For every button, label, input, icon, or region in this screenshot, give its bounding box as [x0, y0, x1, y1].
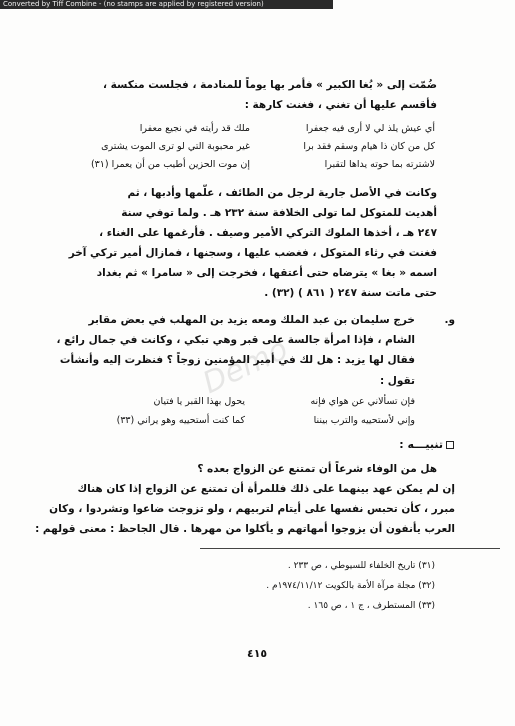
paragraph-line: فقال لها يزيد : هل لك في أمير المؤمنين زوجاً ؟ فنظرت إليه وأنشأت — [59, 354, 415, 366]
note-bullet — [446, 441, 454, 449]
paragraph-line: خرج سليمان بن عبد الملك ومعه يزيد بن المهلب في بعض مقابر — [88, 314, 415, 326]
paragraph-line: اسمه « بغا » يترضاه حتى أعتقها ، فخرجت إلى « سامرا » ثم بغداد — [96, 267, 437, 279]
verse-hemistich-left: كما كنت أستحييه وهو يراني (٣٣) — [116, 415, 245, 426]
note-line: العرب يأنفون أن يزوجوا أمهاتهم و يأكلوا من مهرها . قال الجاحظ : معنى قولهم : — [35, 523, 455, 535]
note-question: هل من الوفاء شرعاً أن تمتنع عن الزواج بعده ؟ — [197, 463, 437, 475]
intro-line: فأقسم عليها أن تغني ، فغنت كارهة : — [244, 99, 437, 111]
paragraph-line: فغنت في رثاء المتوكل ، فغضب عليها ، وسجنها ، فمازال أمير تركي آخر — [68, 247, 437, 259]
paragraph-line: الشام ، فإذا امرأة جالسة على قبر وهي تبكي ، وكانت في جمال رائع ، — [56, 334, 415, 346]
paragraph-line: ٢٤٧ هـ ، أخذها الملوك التركي الأمير وصيف . فأرغمها على الغناء ، — [99, 227, 437, 239]
verse-hemistich-right: كل من كان ذا هيام وسقم فقد برا — [303, 141, 435, 152]
verse-hemistich-right: أي عيش يلذ لي لا أرى فيه جعفرا — [305, 123, 435, 134]
paragraph-line: حتى ماتت سنة ٢٤٧ ( ٨٦١ ) (٣٢) . — [264, 287, 437, 299]
footnote: (٣٢) مجلة مرآة الأمة بالكويت ١٩٧٤/١١/١٢م . — [266, 581, 435, 591]
note-line: إن لم يمكن عهد بينهما على ذلك فللمرأة أن تمتنع عن الزواج إذا كان هناك — [77, 483, 455, 495]
verse-hemistich-left: إن موت الحزين أطيب من أن يعمرا (٣١) — [90, 159, 250, 170]
converter-banner: Converted by Tiff Combine - (no stamps are applied by registered version) — [0, 0, 333, 9]
watermark: Demo — [197, 331, 294, 402]
paragraph-line: وكانت في الأصل جارية لرجل من الطائف ، علّمها وأدبها ، ثم — [127, 187, 437, 199]
footnote: (٣٣) المستطرف ، ج ١ ، ص ١٦٥ . — [307, 601, 435, 611]
footnote: (٣١) تاريخ الخلفاء للسيوطي ، ص ٢٣٣ . — [287, 561, 435, 571]
item-marker: و. — [444, 314, 455, 326]
verse-hemistich-right: فإن تسألاني عن هواي فإنه — [310, 396, 415, 407]
footnote-separator — [200, 548, 500, 549]
verse-hemistich-left: ملك قد رأيته في نجيع معفرا — [139, 123, 250, 134]
paragraph-line: تقول : — [379, 375, 415, 387]
verse-hemistich-right: وإني لأستحييه والترب بيننا — [313, 415, 415, 426]
verse-hemistich-left: غير محبوبة التي لو ترى الموت يشترى — [101, 141, 250, 152]
page-number: ٤١٥ — [247, 647, 268, 660]
paragraph-line: أهديت للمتوكل لما تولى الخلافة سنة ٢٣٢ هـ . ولما توفي سنة — [121, 207, 437, 219]
verse-hemistich-left: يحول بهذا القبر يا فتيان — [153, 396, 245, 407]
note-line: مبرر ، كأن تحبس نفسها على أيتام لتربيهم ، ولو تزوجت ضاعوا وتشردوا ، وكان — [49, 503, 455, 515]
verse-hemistich-right: لاشترته بما حوته يداها لتقبرا — [324, 159, 435, 170]
note-heading: تنبيـــه : — [399, 438, 443, 451]
intro-line: ضُمّت إلى « بُغا الكبير » فأمر بها يوماً للمنادمة ، فجلست منكسة ، — [103, 79, 437, 91]
